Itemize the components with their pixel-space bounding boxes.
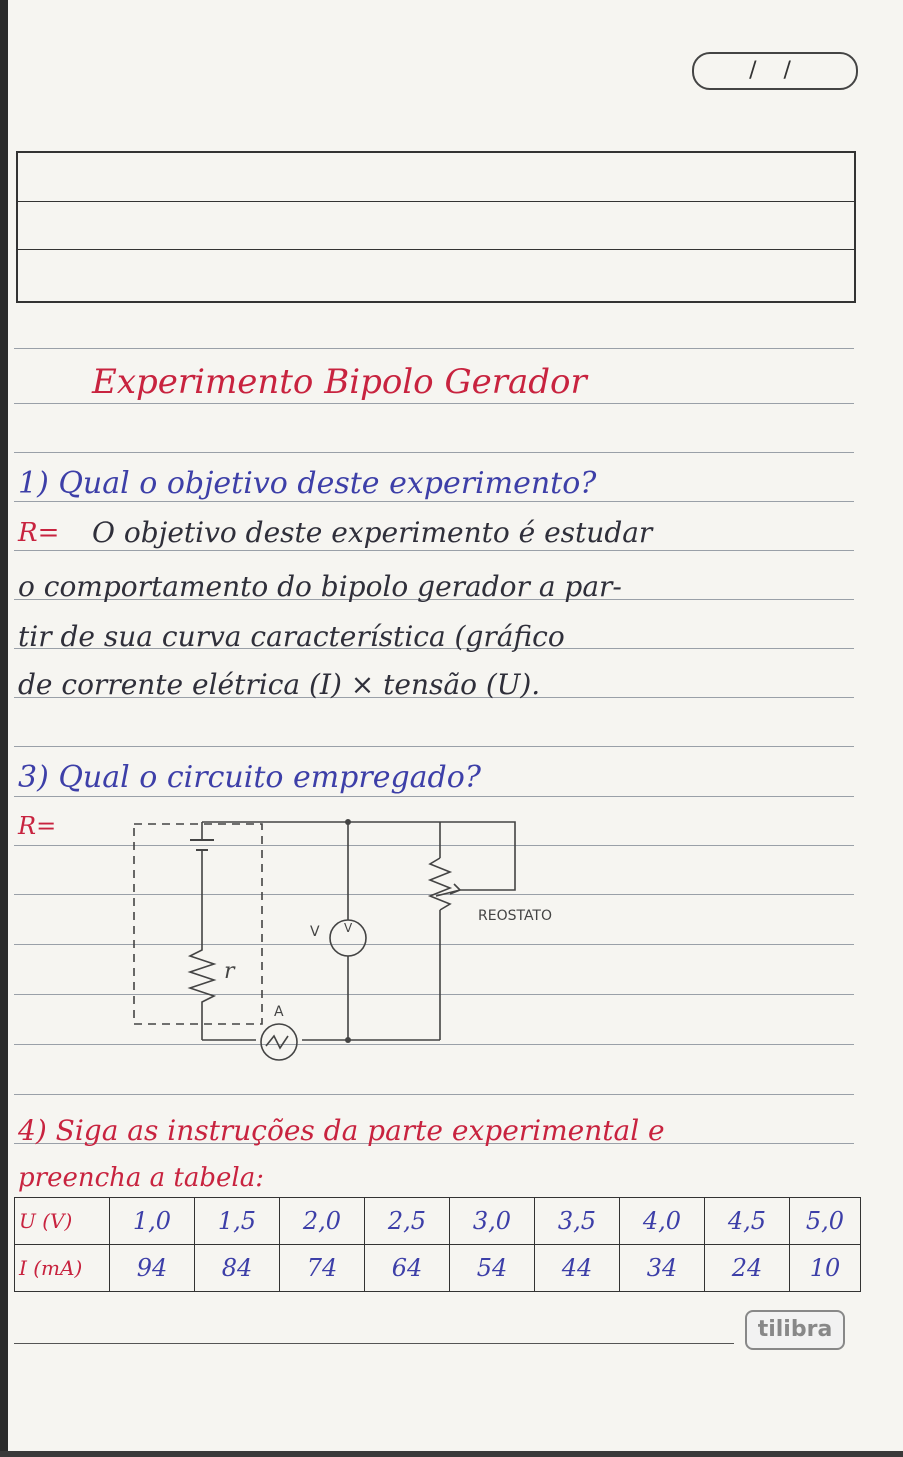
- answer-3-prefix: R=: [18, 812, 57, 840]
- generator-dashed-box: [134, 824, 262, 1024]
- question-3: 3) Qual o circuito empregado?: [18, 760, 481, 795]
- circuit-diagram: [120, 810, 553, 1070]
- answer-1-line-2: o comportamento do bipolo gerador a par-: [18, 570, 622, 603]
- rheostat-label: REOSTATO: [478, 908, 553, 924]
- header-line: [18, 201, 854, 202]
- internal-resistance-label: r: [224, 959, 235, 984]
- ruled-line: [14, 348, 854, 349]
- voltmeter-symbol: V: [344, 921, 353, 935]
- table-cell: 44: [535, 1245, 620, 1292]
- voltmeter-label: V: [310, 924, 320, 940]
- ruled-line: [14, 796, 854, 797]
- table-cell: 4,0: [620, 1198, 705, 1245]
- answer-1-line-1: O objetivo deste experimento é estudar: [92, 516, 653, 549]
- table-cell: 64: [365, 1245, 450, 1292]
- ruled-line: [14, 501, 854, 502]
- bottom-rule: [14, 1343, 734, 1344]
- question-4-line-2: preencha a tabela:: [18, 1163, 264, 1193]
- row-label-voltage: U (V): [15, 1198, 110, 1245]
- answer-1-line-3: tir de sua curva característica (gráfico: [18, 620, 565, 653]
- header-line: [18, 249, 854, 250]
- ruled-line: [14, 452, 854, 453]
- header-box: [16, 151, 856, 303]
- ruled-line: [14, 403, 854, 404]
- page-bottom-edge: [0, 1451, 903, 1457]
- ruled-line: [14, 550, 854, 551]
- node-dot: [345, 819, 351, 825]
- date-box: / /: [692, 52, 858, 90]
- ruled-line: [14, 1094, 854, 1095]
- table-cell: 74: [280, 1245, 365, 1292]
- measurement-table: [14, 1197, 861, 1292]
- table-row-current: [15, 1245, 861, 1292]
- ammeter: [261, 1024, 297, 1060]
- answer-1-line-4: de corrente elétrica (I) × tensão (U).: [18, 668, 541, 701]
- table-cell: 54: [450, 1245, 535, 1292]
- table-cell: 2,0: [280, 1198, 365, 1245]
- question-1: 1) Qual o objetivo deste experimento?: [18, 466, 597, 501]
- rheostat-slider-arrow: [436, 884, 460, 896]
- answer-1-prefix: R=: [18, 518, 60, 548]
- table-cell: 2,5: [365, 1198, 450, 1245]
- table-cell: 3,5: [535, 1198, 620, 1245]
- page-title: Experimento Bipolo Gerador: [92, 362, 587, 402]
- table-cell: 3,0: [450, 1198, 535, 1245]
- table-cell: 1,0: [110, 1198, 195, 1245]
- table-cell: 1,5: [195, 1198, 280, 1245]
- brand-logo: tilibra: [745, 1310, 845, 1350]
- wire-top: [202, 822, 515, 890]
- table-cell: 4,5: [705, 1198, 790, 1245]
- table-cell: 5,0: [790, 1198, 861, 1245]
- table-cell: 24: [705, 1245, 790, 1292]
- table-cell: 10: [790, 1245, 861, 1292]
- notebook-binding: [0, 0, 8, 1457]
- ammeter-symbol: [266, 1036, 288, 1048]
- table-cell: 34: [620, 1245, 705, 1292]
- internal-resistor: [190, 940, 214, 1040]
- table-cell: 94: [110, 1245, 195, 1292]
- rheostat-resistor: [430, 858, 450, 910]
- row-label-current: I (mA): [15, 1245, 110, 1292]
- ruled-line: [14, 746, 854, 747]
- node-dot: [345, 1037, 351, 1043]
- ammeter-label: A: [274, 1004, 284, 1020]
- question-4-line-1: 4) Siga as instruções da parte experimental e: [18, 1114, 665, 1147]
- table-row-voltage: [15, 1198, 861, 1245]
- table-cell: 84: [195, 1245, 280, 1292]
